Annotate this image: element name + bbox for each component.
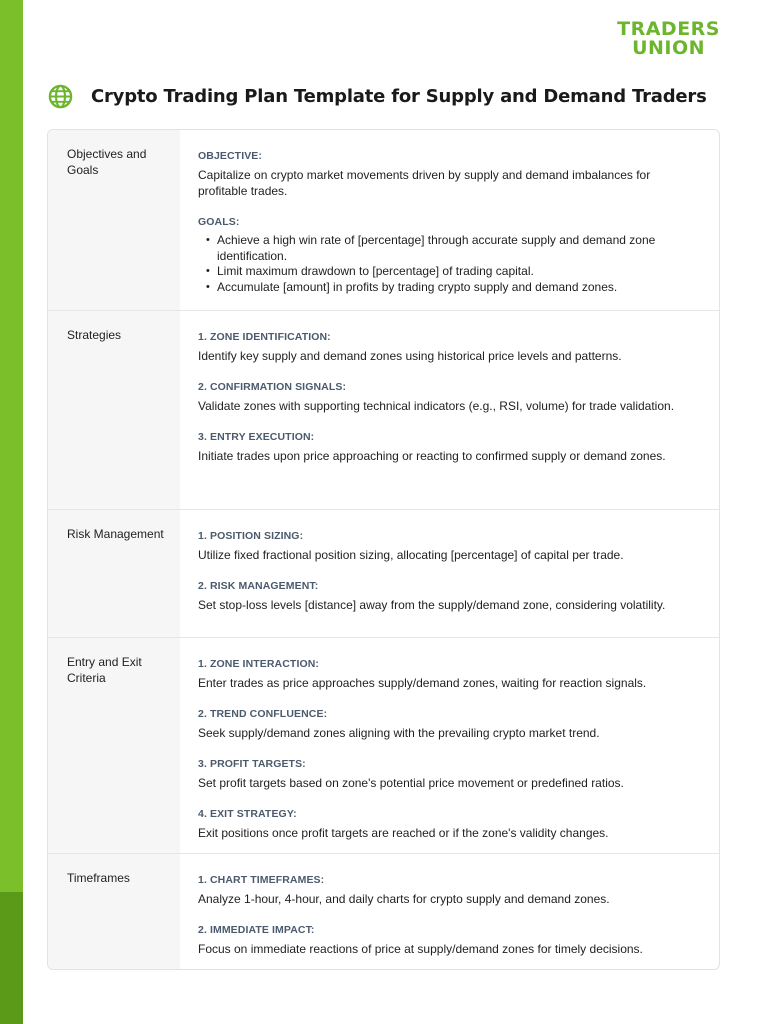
item-heading: 2. IMMEDIATE IMPACT: — [198, 924, 315, 936]
item-heading: 2. CONFIRMATION SIGNALS: — [198, 381, 347, 393]
table-row-objectives — [48, 130, 719, 311]
title-row — [47, 82, 707, 110]
item-text: Enter trades as price approaches supply/demand zones, waiting for reaction signals. — [198, 676, 647, 690]
row-label: Objectives and Goals — [48, 130, 180, 310]
row-body — [180, 311, 719, 509]
objective-heading: OBJECTIVE: — [198, 150, 263, 162]
trading-plan-table — [47, 129, 720, 970]
item-text: Set profit targets based on zone's potential price movement or predefined ratios. — [198, 776, 624, 790]
item-text: Exit positions once profit targets are reached or if the zone's validity changes. — [198, 826, 609, 840]
table-row-strategies — [48, 311, 719, 510]
item-text: Set stop-loss levels [distance] away from the supply/demand zone, considering volatility. — [198, 598, 666, 612]
row-body — [180, 854, 719, 970]
side-accent-bar — [0, 0, 23, 1024]
item-heading: 1. ZONE IDENTIFICATION: — [198, 331, 331, 343]
item-text: Validate zones with supporting technical indicators (e.g., RSI, volume) for trade validation. — [198, 399, 675, 413]
list-item: • Accumulate [amount] in profits by trading crypto supply and demand zones. — [206, 280, 701, 296]
row-label: Strategies — [48, 311, 180, 509]
item-heading: 2. TREND CONFLUENCE: — [198, 708, 328, 720]
item-heading: 4. EXIT STRATEGY: — [198, 808, 297, 820]
objective-text: Capitalize on crypto market movements driven by supply and demand imbalances for profitable trades. — [198, 168, 651, 198]
item-text: Focus on immediate reactions of price at supply/demand zones for timely decisions. — [198, 942, 643, 956]
side-accent-bar-lower — [0, 892, 23, 1024]
item-heading: 3. ENTRY EXECUTION: — [198, 431, 315, 443]
globe-icon — [47, 83, 74, 110]
page-title: Crypto Trading Plan Template for Supply and Demand Traders — [91, 85, 707, 107]
item-heading: 1. POSITION SIZING: — [198, 530, 304, 542]
list-item: • Limit maximum drawdown to [percentage] of trading capital. — [206, 264, 701, 280]
row-label: Entry and Exit Criteria — [48, 638, 180, 853]
row-body — [180, 130, 719, 310]
logo-line-1: TRADERS — [617, 18, 720, 40]
table-row-risk-management — [48, 510, 719, 638]
table-row-timeframes — [48, 854, 719, 970]
item-heading: 2. RISK MANAGEMENT: — [198, 580, 319, 592]
item-heading: 1. CHART TIMEFRAMES: — [198, 874, 325, 886]
item-text: Seek supply/demand zones aligning with the prevailing crypto market trend. — [198, 726, 600, 740]
table-row-entry-exit — [48, 638, 719, 854]
list-item: • Achieve a high win rate of [percentage] through accurate supply and demand zone identification. — [206, 233, 701, 264]
goals-heading: GOALS: — [198, 216, 240, 228]
traders-union-logo — [617, 20, 720, 58]
goals-list — [198, 233, 701, 295]
item-heading: 3. PROFIT TARGETS: — [198, 758, 306, 770]
row-body — [180, 638, 719, 853]
item-text: Initiate trades upon price approaching or reacting to confirmed supply or demand zones. — [198, 449, 666, 463]
logo-line-2: UNION — [632, 37, 706, 59]
row-body — [180, 510, 719, 637]
row-label: Risk Management — [48, 510, 180, 637]
item-heading: 1. ZONE INTERACTION: — [198, 658, 320, 670]
item-text: Utilize fixed fractional position sizing, allocating [percentage] of capital per trade. — [198, 548, 624, 562]
row-label: Timeframes — [48, 854, 180, 970]
item-text: Identify key supply and demand zones using historical price levels and patterns. — [198, 349, 622, 363]
item-text: Analyze 1-hour, 4-hour, and daily charts for crypto supply and demand zones. — [198, 892, 610, 906]
